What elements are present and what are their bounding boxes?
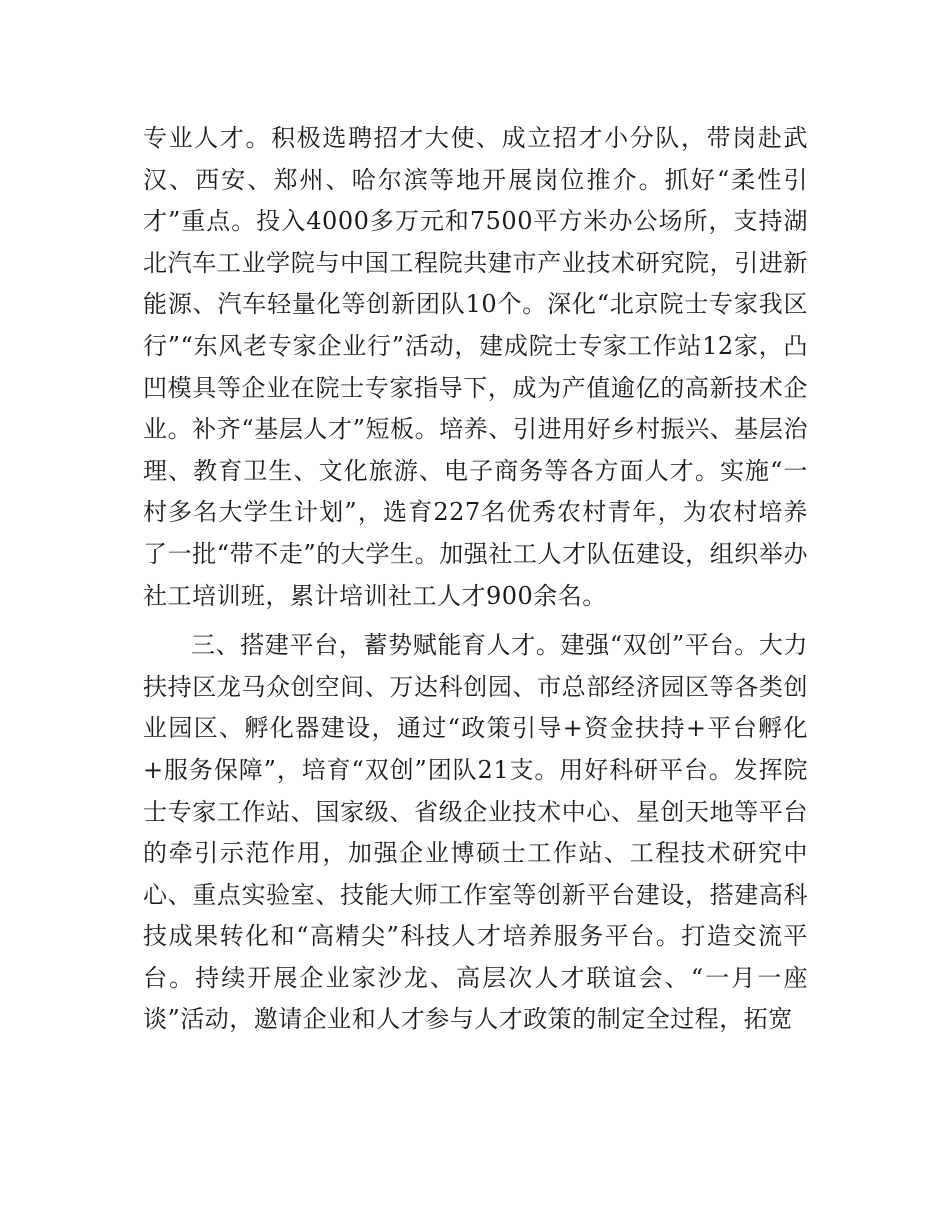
document-body [143, 118, 808, 1041]
paragraph-talent-introduction: 专业人才。积极选聘招才大使、成立招才小分队，带岗赴武汉、西安、郑州、哈尔滨等地开展岗位推介。抓好“柔性引才”重点。投入4000多万元和7500平方米办公场所，支持湖北汽车工业学院与中国工程院共建市产业技术研究院，引进新能源、汽车轻量化等创新团队10个。深化“北京院士专家我区行”“东风老专家企业行”活动，建成院士专家工作站12家，凸凹模具等企业在院士专家指导下，成为产值逾亿的高新技术企业。补齐“基层人才”短板。培养、引进用好乡村振兴、基层治理、教育卫生、文化旅游、电子商务等各方面人才。实施“一村多名大学生计划”，选育227名优秀农村青年，为农村培养了一批“带不走”的大学生。加强社工人才队伍建设，组织举办社工培训班，累计培训社工人才900余名。 [143, 124, 808, 610]
paragraph-platform-building: 三、搭建平台，蓄势赋能育人才。建强“双创”平台。大力扶持区龙马众创空间、万达科创园、市总部经济园区等各类创业园区、孵化器建设，通过“政策引导+资金扶持+平台孵化+服务保障”，培育“双创”团队21支。用好科研平台。发挥院士专家工作站、国家级、省级企业技术中心、星创天地等平台的牵引示范作用，加强企业博硕士工作站、工程技术研究中心、重点实验室、技能大师工作室等创新平台建设，搭建高科技成果转化和“高精尖”科技人才培养服务平台。打造交流平台。持续开展企业家沙龙、高层次人才联谊会、“一月一座谈”活动，邀请企业和人才参与人才政策的制定全过程，拓宽 [143, 631, 808, 1034]
